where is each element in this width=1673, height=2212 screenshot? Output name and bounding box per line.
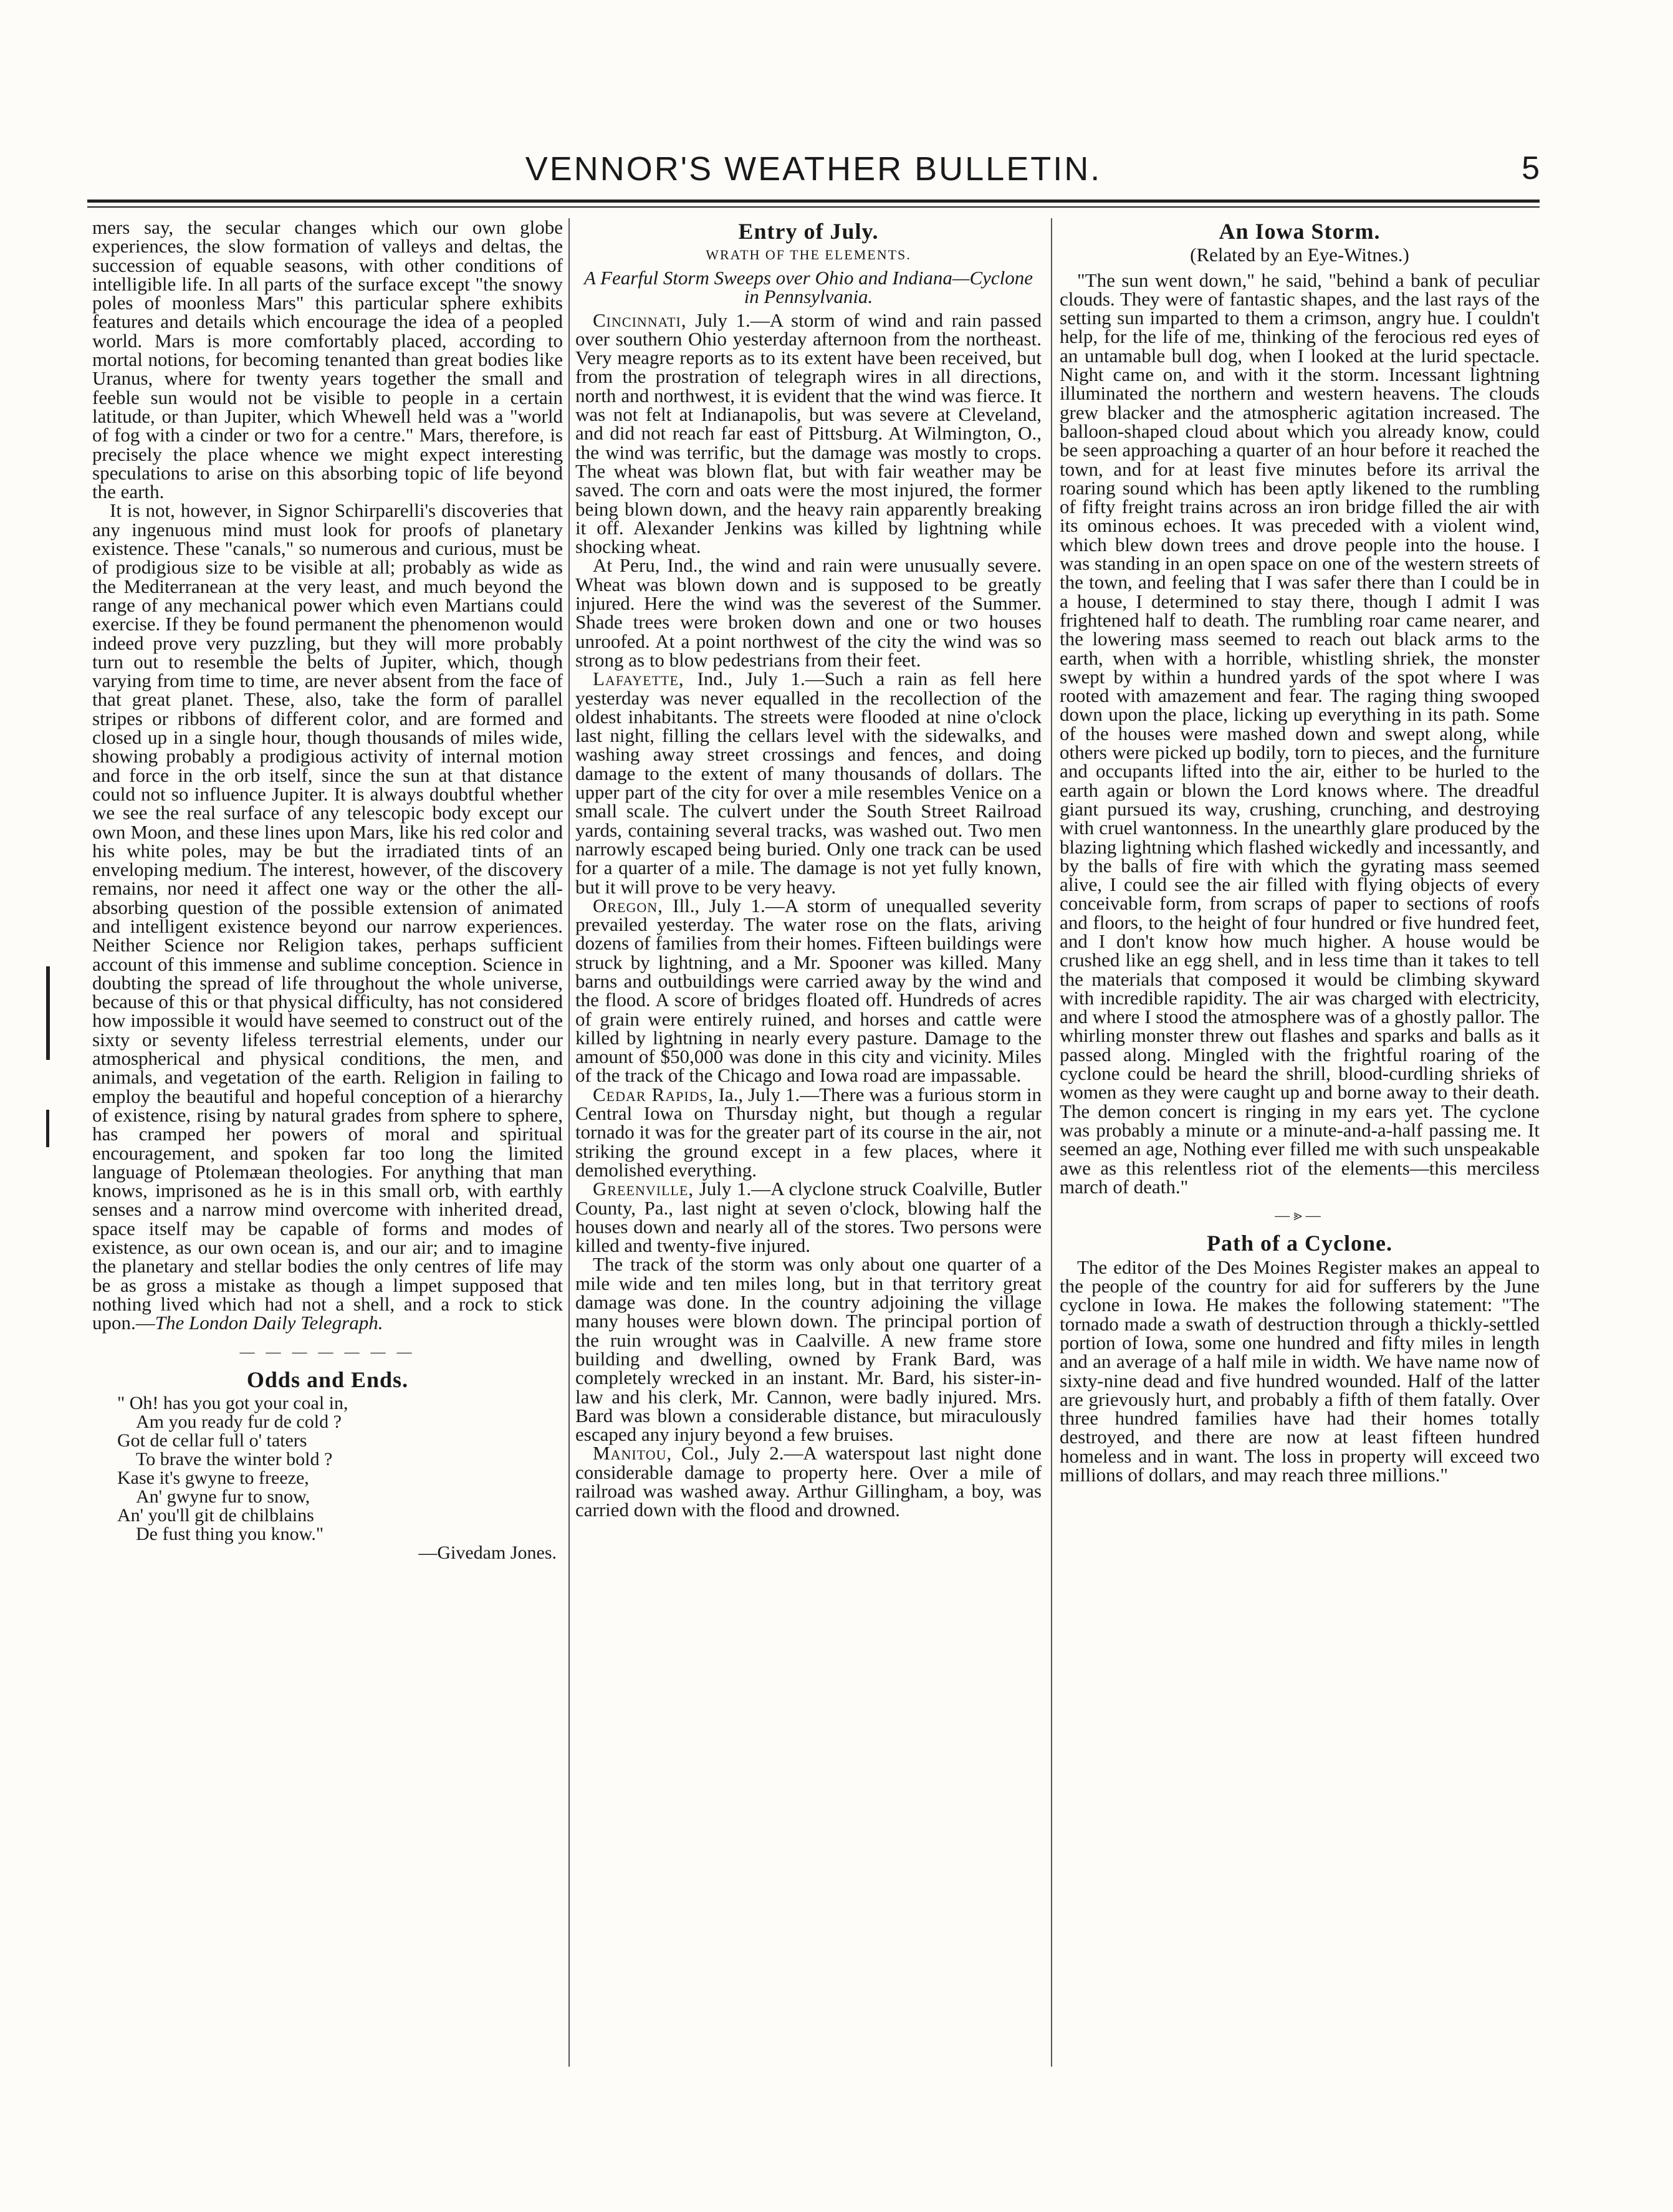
poem-line: An' gwyne fur to snow,	[136, 1486, 310, 1508]
margin-mark	[46, 1110, 49, 1147]
poem-attribution: —Givedam Jones.	[418, 1542, 557, 1564]
dateline: Manitou,	[593, 1442, 673, 1464]
masthead-rule-thick	[87, 200, 1540, 203]
article-source: The London Daily Telegraph.	[155, 1312, 383, 1334]
column-divider	[1051, 218, 1052, 2067]
article-byline: (Related by an Eye-Witnes.)	[1190, 244, 1409, 266]
dispatch-text: Col., July 2.—A waterspout last night done considerable damage to property here. Over a mile of railroad was washed away. Arthur Gillingham, a boy, was carried down with the flood and drowned.	[575, 1442, 1042, 1521]
dispatch-paragraph	[575, 670, 1042, 897]
margin-mark	[46, 966, 50, 1060]
dateline: Oregon,	[593, 894, 663, 916]
dispatch-text: July 1.—A clyclone struck Coalville, Butler County, Pa., last night at seven o'clock, blowing half the houses down and nearly all of the stores. Two persons were killed and twenty-five injured.	[575, 1178, 1042, 1257]
dispatch-paragraph	[575, 894, 1042, 1087]
dispatch-text: Ind., July 1.—Such a rain as fell here yesterday was never equalled in the recollection of the oldest inhabitants. The streets were flooded at nine o'clock last night, filling the cellars level with the sidewalks, and washing away street crossings and fences, and doing damage to the extent of many thousands of dollars. The upper part of the city for over a mile resembles Venice on a small scale. The culvert under the South Street Railroad yards, containing several tracks, was washed out. Two men narrowly escaped being buried. Only one track can be used for a quarter of a mile. The damage is not yet fully known, but it will prove to be very heavy.	[575, 668, 1042, 898]
article-heading: Path of a Cyclone.	[1207, 1231, 1393, 1256]
masthead-rule-thin	[87, 206, 1540, 208]
dispatch-paragraph	[575, 311, 1042, 557]
article-paragraph: mers say, the secular changes which our own globe experiences, the slow formation of valleys and deltas, the succession of equable seasons, with other conditions of intelligible life. In all parts of the surface except "the snowy poles of moonless Mars" this particular sphere exhibits features and details which encourage the idea of a peopled world. Mars is more comfortably placed, according to mortal notions, for becoming tenanted than great bodies like Uranus, where for twenty years together the small and feeble sun would not be visible to people in a certain latitude, or than Jupiter, which Whewell held was a "world of fog with a cinder or two for a centre." Mars, therefore, is precisely the place whence we might expect interesting speculations to arise on this absorbing topic of life beyond the earth.	[92, 216, 563, 503]
dispatch-paragraph: At Peru, Ind., the wind and rain were unusually severe. Wheat was blown down and is supposed to be greatly injured. Here the wind was the severest of the Summer. Shade trees were broken down and one or two houses unroofed. At a point northwest of the city the wind was so strong as to blow pedestrians from their feet.	[575, 554, 1042, 671]
dateline: Cedar Rapids,	[593, 1083, 714, 1105]
poem	[92, 1394, 563, 1562]
column-3	[1060, 218, 1540, 1484]
dispatch-text: July 1.—A storm of wind and rain passed over southern Ohio yesterday afternoon from the northeast. Very meagre reports as to its extent have been received, but from the prostration of telegraph wires in all directions, north and northwest, it is evident that the wind was fierce. It was not felt at Indianapolis, but was severe at Cleveland, and did not reach far east of Pittsburg. At Wilmington, O., the wind was terrific, but the damage was mostly to crops. The wheat was blown flat, but with fair weather may be saved. The corn and oats were the most injured, the former being blown down, and the heavy rain apparently breaking it off. Alexander Jenkins was killed by lightning while shocking wheat.	[575, 309, 1042, 558]
dispatch-paragraph: The track of the storm was only about one quarter of a mile wide and ten miles long, but in that territory great damage was done. In the country adjoining the village many houses were blown down. The principal portion of the ruin wrought was in Caalville. A new frame store building and dwelling, owned by Frank Bard, was completely wrecked in an instant. Mr. Bard, his sister-in-law and his clerk, Mr. Cannon, were badly injured. Mrs. Bard was blown a considerable distance, but miraculously escaped any injury beyond a few bruises.	[575, 1253, 1042, 1446]
poem-line: Kase it's gwyne to freeze,	[117, 1468, 309, 1489]
poem-line: An' you'll git de chilblains	[117, 1505, 314, 1526]
dispatch-text: Ill., July 1.—A storm of unequalled severity prevailed yesterday. The water rose on the flats, ariving dozens of families from their homes. Fifteen buildings were struck by lightning, and a Mr. Spooner was killed. Many barns and outbuildings were carried away by the wind and the flood. A score of bridges floated off. Hundreds of acres of grain were entirely ruined, and horses and cattle were killed by lightning in nearly every pasture. Damage to the amount of $50,000 was done in this city and vicinity. Miles of the track of the Chicago and Iowa road are impassable.	[575, 894, 1042, 1087]
column-1	[92, 218, 563, 1562]
article-paragraph: "The sun went down," he said, "behind a bank of peculiar clouds. They were of fantastic shapes, and the last rays of the setting sun imparted to them a crimson, angry hue. I couldn't help, for the life of me, thinking of the ferocious red eyes of an untamable bull dog, when I looked at the lurid spectacle. Night came on, and with it the storm. Incessant lightning illuminated the northern and western heavens. The clouds grew blacker and the atmospheric agitation increased. The balloon-shaped cloud about which you already know, could be seen approaching a quarter of an hour before it reached the town, and for at least five minutes before its arrival the roaring sound which has been aptly likened to the rumbling of fifty freight trains across an iron bridge filled the air with its ominous echoes. It was preceded with a violent wind, which blew down trees and drove people into the house. I was standing in an open space on one of the western streets of the town, and feeling that I was safer there than I could be in a house, I determined to stay there, though I admit I was frightened half to death. The rumbling roar came nearer, and the lowering mass seemed to reach out black arms to the earth, when with a horrible, whistling shriek, the monster swept by within a hundred yards of the spot where I was rooted with amazement and fear. The raging thing swooped down upon the place, licking up everything in its path. Some of the houses were mashed down and swept along, while others were picked up bodily, torn to pieces, and the furniture and occupants lifted into the air, either to be hurled to the earth again or blown the Lord knows where. The dreadful giant pursued its way, crushing, crunching, and destroying with cruel wantonness. In the unearthly glare produced by the blazing lightning which flashed wickedly and incessantly, and by the balls of fire with which the gyrating mass seemed alive, I could see the air filled with flying objects of every conceivable form, from scraps of paper to sections of roofs and floors, to the height of four hundred or five hundred feet, and I don't know how much higher. A house would be crushed like an egg shell, and in less time than it takes to tell the materials that composed it would be climbing skyward with incredible rapidity. The air was charged with electricity, and where I stood the atmosphere was of a ghostly pallor. The whirling monster threw out flashes and sparks and balls as it passed along. Mingled with the frightful roaring of the cyclone could be heard the shrill, blood-curdling shrieks of women as they were caught up and borne away to their death. The demon concert is ringing in my ears yet. The cyclone was probably a minute or a minute-and-a-half passing me. It seemed an age, Nothing ever filled me with such unspeakable awe as this relentless riot of the elements—this merciless march of death."	[1060, 269, 1540, 1198]
poem-line: To brave the winter bold ?	[136, 1449, 333, 1470]
article-subheading: WRATH OF THE ELEMENTS.	[706, 247, 911, 263]
section-separator: —⪢—	[1275, 1208, 1325, 1224]
column-2	[575, 218, 1042, 1520]
section-heading: Odds and Ends.	[246, 1367, 409, 1392]
dispatch-paragraph	[575, 1085, 1042, 1180]
dateline: Greenville,	[593, 1178, 694, 1200]
page-number: 5	[1522, 150, 1540, 186]
dispatch-text: Ia., July 1.—There was a furious storm in Central Iowa on Thursday night, but though a regular tornado it was for the greater part of its course in the air, not striking the ground except in a few places, where it demolished everything.	[575, 1083, 1042, 1181]
article-deck: A Fearful Storm Sweeps over Ohio and Indiana—Cyclone in Pennsylvania.	[583, 266, 1033, 307]
poem-line: Am you ready fur de cold ?	[136, 1411, 342, 1433]
dateline: Cincinnati,	[593, 309, 687, 331]
article-heading: An Iowa Storm.	[1219, 219, 1381, 244]
article-text: It is not, however, in Signor Schirparelli's discoveries that any ingenuous mind must look for proofs of planetary existence. These "canals," so numerous and curious, must be of prodigious size to be visible at all; probably as wide as the Mediterranean at the very least, and much beyond the range of any mechanical power which even Martians could exercise. If they be found permanent the phenomenon would indeed prove very puzzling, but they will more probably turn out to resemble the belts of Jupiter, which, though varying from time to time, are never absent from the face of that great planet. These, also, take the form of parallel stripes or ribbons of different color, and are formed and closed up in a single hour, though thousands of miles wide, showing probably a prodigious activity of internal motion and force in the orb itself, since the sun at that distance could not so influence Jupiter. It is always doubtful whether we see the real surface of any telescopic body except our own Moon, and these lines upon Mars, like his red color and his white poles, may be but the irradiated tints of an enveloping medium. The interest, however, of the discovery remains, nor need it affect one way or the other the all-absorbing question of the possible extension of animated and intelligent existence beyond our narrow experiences. Neither Science nor Religion takes, perhaps sufficient account of this immense and sublime conception. Science in doubting the spread of life throughout the whole universe, because of this or that physical difficulty, has not considered how impossible it would have seemed to construct out of the sixty or seventy lifeless terrestrial elements, under our atmospherical and physical conditions, the men, and animals, and vegetation of the earth. Religion in failing to employ the beautiful and hopeful conception of a hierarchy of existence, rising by natural grades from sphere to sphere, has cramped her powers of moral and spiritual encouragement, and spoken far too long the limited language of Ptolemæan theologies. For anything that man knows, imprisoned as he is in this small orb, with earthly senses and a narrow mind overcome with inherited dread, space itself may be capable of forms and modes of existence, as our own ocean is, and our air; and to imagine the planetary and stellar bodies the only centres of life may be as gross a mistake as though a limpet supposed that nothing lived which had not a shell, and a rock to stick upon.—	[92, 499, 563, 1334]
publication-title: VENNOR'S WEATHER BULLETIN.	[525, 150, 1102, 188]
masthead	[87, 150, 1540, 197]
article-heading: Entry of July.	[738, 219, 879, 244]
column-divider	[568, 218, 570, 2067]
poem-line: " Oh! has you got your coal in,	[117, 1393, 348, 1414]
poem-line: Got de cellar full o' taters	[117, 1430, 307, 1451]
poem-line: De fust thing you know."	[136, 1524, 324, 1545]
dispatch-paragraph	[575, 1444, 1042, 1519]
article-paragraph: The editor of the Des Moines Register makes an appeal to the people of the country for aid for sufferers by the June cyclone in Iowa. He makes the following statement: "The tornado made a swath of destruction through a thickly-settled portion of Iowa, some one hundred and fifty miles in length and an average of a half mile in width. We have name now of sixty-nine dead and five hundred wounded. Half of the latter are grievously hurt, and probably a fifth of them fatally. Over three hundred families have had their homes totally destroyed, and there are now at least fifteen hundred homeless and in want. The loss in property will exceed two millions of dollars, and may reach three millions."	[1060, 1256, 1540, 1486]
section-separator: — — — — — — —	[239, 1344, 416, 1360]
dispatch-paragraph	[575, 1180, 1042, 1255]
dateline: Lafayette,	[593, 668, 684, 690]
article-paragraph	[92, 501, 563, 1332]
